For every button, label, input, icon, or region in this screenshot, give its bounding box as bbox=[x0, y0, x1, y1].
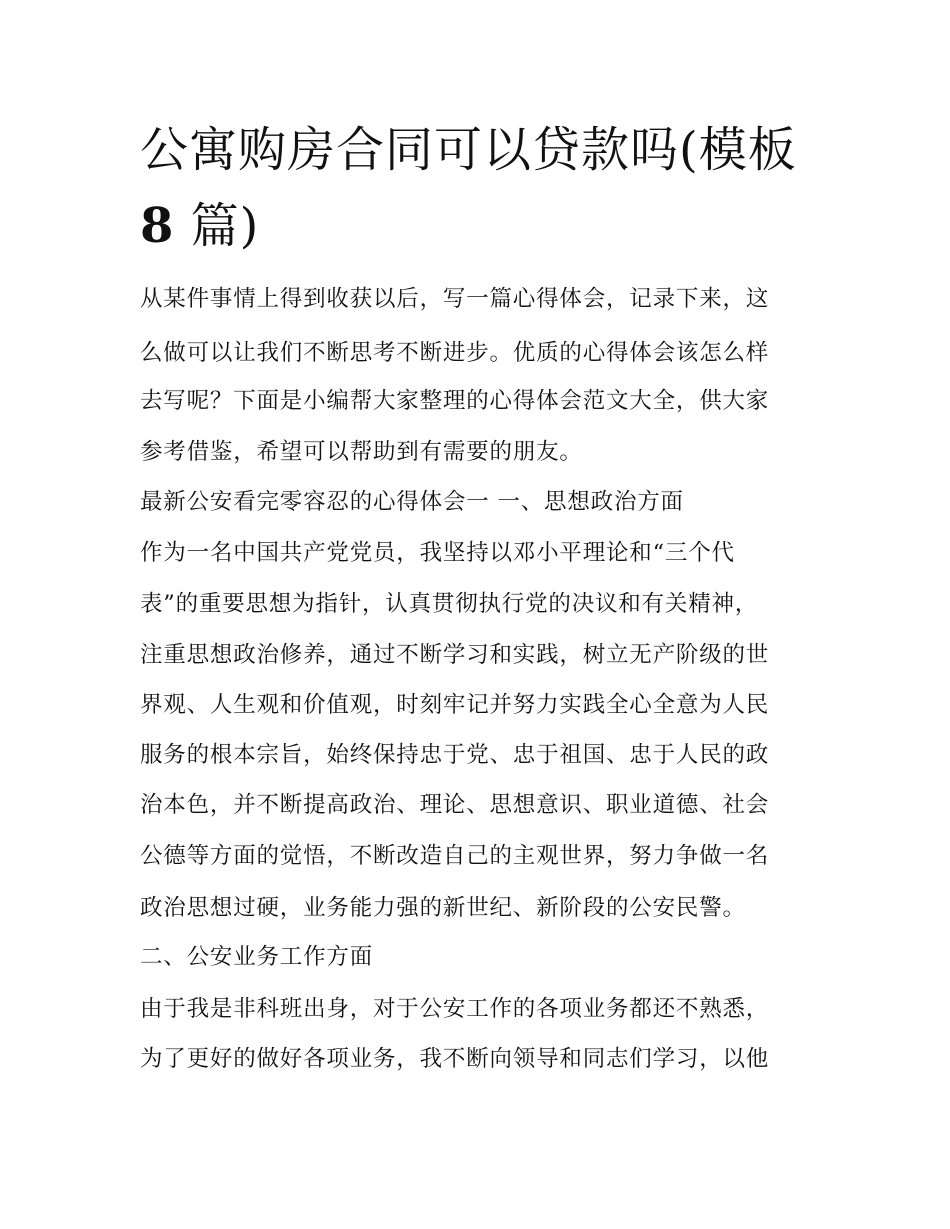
body-line: 表”的重要思想为指针，认真贯彻执行党的决议和有关精神， bbox=[140, 591, 759, 617]
title-text-line1: 公寓购房合同可以贷款吗(模板 bbox=[140, 122, 797, 178]
section-heading: 二、公安业务工作方面 bbox=[140, 944, 374, 970]
title-text-line2: 篇) bbox=[174, 198, 260, 254]
body-line: 去写呢？下面是小编帮大家整理的心得体会范文大全，供大家 bbox=[140, 388, 770, 414]
body-line: 么做可以让我们不断思考不断进步。优质的心得体会该怎么样 bbox=[140, 340, 770, 366]
body-line: 界观、人生观和价值观，时刻牢记并努力实践全心全意为人民 bbox=[140, 692, 770, 718]
body-line: 治本色，并不断提高政治、理论、思想意识、职业道德、社会 bbox=[140, 792, 770, 818]
body-line: 作为一名中国共产党党员，我坚持以邓小平理论和“三个代 bbox=[140, 540, 735, 566]
body-line: 参考借鉴，希望可以帮助到有需要的朋友。 bbox=[140, 439, 583, 465]
body-line: 从某件事情上得到收获以后，写一篇心得体会，记录下来，这 bbox=[140, 286, 770, 312]
title-number: 8 bbox=[140, 198, 175, 254]
body-line: 由于我是非科班出身，对于公安工作的各项业务都还不熟悉， bbox=[140, 996, 770, 1022]
body-line: 服务的根本宗旨，始终保持忠于党、忠于祖国、忠于人民的政 bbox=[140, 742, 770, 768]
body-line: 注重思想政治修养，通过不断学习和实践，树立无产阶级的世 bbox=[140, 642, 770, 668]
body-line: 为了更好的做好各项业务，我不断向领导和同志们学习，以他 bbox=[140, 1046, 770, 1072]
body-line: 公德等方面的觉悟，不断改造自己的主观世界，努力争做一名 bbox=[140, 843, 770, 869]
section-heading: 最新公安看完零容忍的心得体会一 一、思想政治方面 bbox=[140, 489, 684, 515]
document-title bbox=[140, 112, 830, 264]
body-line: 政治思想过硬，业务能力强的新世纪、新阶段的公安民警。 bbox=[140, 895, 746, 921]
